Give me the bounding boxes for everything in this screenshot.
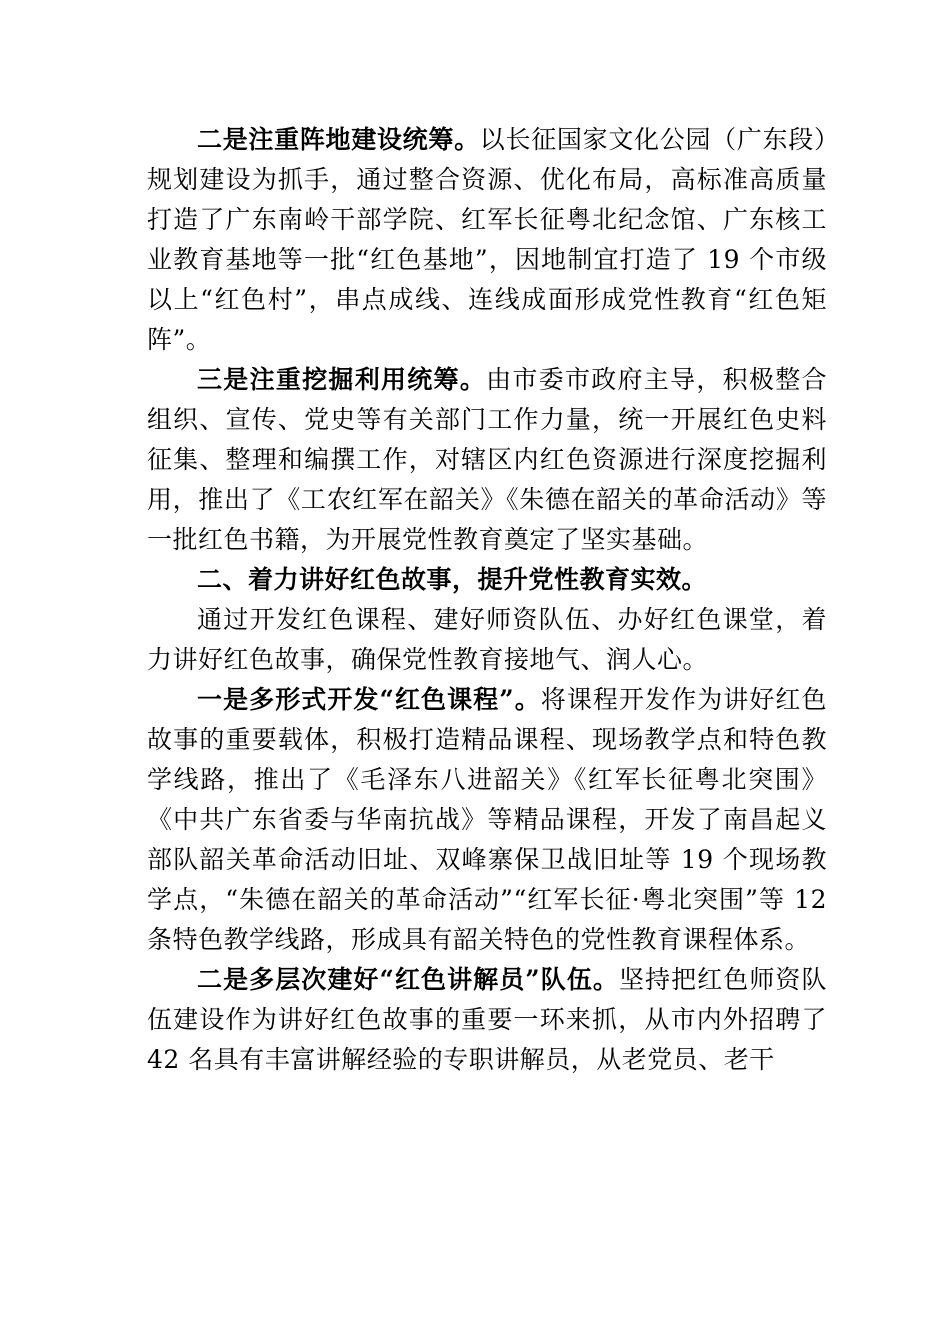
paragraph-body: 将课程开发作为讲好红色故事的重要载体，积极打造精品课程、现场教学点和特色教学线路，推出了《毛泽东八进韶关》《红军长征粤北突围》《中共广东省委与华南抗战》等精品课程，开发了南昌起义部队韶关革命活动旧址、双峰寨保卫战旧址等 19 个现场教学点，“朱德在韶关的革命活动”“红军长征·粤北突围”等 12 条特色教学线路，形成具有韶关特色的党性教育课程体系。 xyxy=(147,685,827,954)
paragraph-red-guides xyxy=(147,960,827,1080)
paragraph-lead: 二是多层次建好“红色讲解员”队伍。 xyxy=(197,965,619,994)
paragraph-body: 以长征国家文化公园（广东段）规划建设为抓手，通过整合资源、优化布局，高标准高质量打造了广东南岭干部学院、红军长征粤北纪念馆、广东核工业教育基地等一批“红色基地”，因地制宜打造了 19 个市级以上“红色村”，串点成线、连线成面形成党性教育“红色矩阵”。 xyxy=(147,125,827,354)
paragraph-lead: 三是注重挖掘利用统筹。 xyxy=(197,365,487,394)
paragraph-excavation-use xyxy=(147,360,827,560)
paragraph-position-building xyxy=(147,120,827,360)
paragraph-body: 坚持把红色师资队伍建设作为讲好红色故事的重要一环来抓，从市内外招聘了 42 名具有丰富讲解经验的专职讲解员，从老党员、老干 xyxy=(147,965,827,1074)
paragraph-red-courses xyxy=(147,680,827,960)
paragraph-body: 由市委市政府主导，积极整合组织、宣传、党史等有关部门工作力量，统一开展红色史料征集、整理和编撰工作，对辖区内红色资源进行深度挖掘利用，推出了《工农红军在韶关》《朱德在韶关的革命活动》等一批红色书籍，为开展党性教育奠定了坚实基础。 xyxy=(147,365,827,554)
paragraph-lead: 一是多形式开发“红色课程”。 xyxy=(197,685,541,714)
section-intro: 通过开发红色课程、建好师资队伍、办好红色课堂，着力讲好红色故事，确保党性教育接地气、润人心。 xyxy=(147,605,827,674)
section-heading: 二、着力讲好红色故事，提升党性教育实效。 xyxy=(197,565,708,594)
paragraph-lead: 二是注重阵地建设统筹。 xyxy=(197,125,480,154)
document-body xyxy=(147,120,827,1080)
